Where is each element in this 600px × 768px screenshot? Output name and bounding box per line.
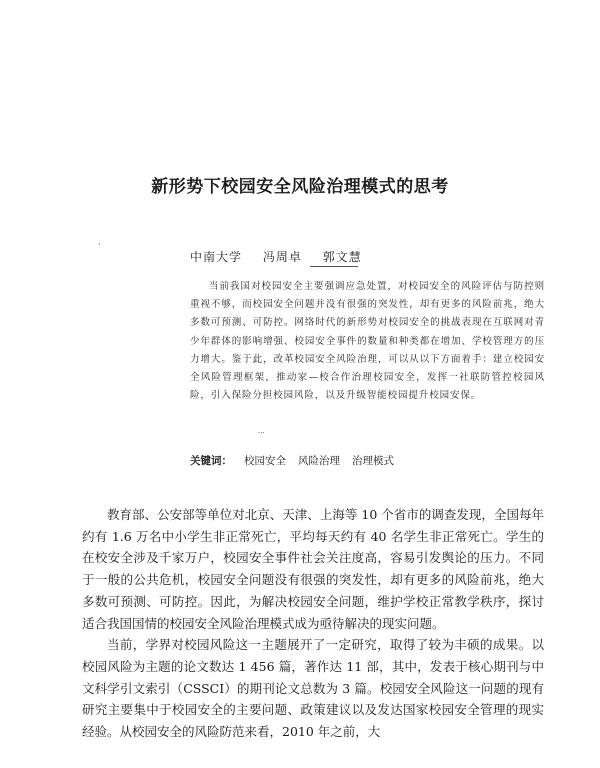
keyword: 治理模式 bbox=[352, 455, 394, 467]
author-underline bbox=[310, 266, 358, 267]
body-text bbox=[82, 504, 544, 743]
author-name: 郭文慧 bbox=[322, 250, 362, 264]
body-paragraph: 教育部、公安部等单位对北京、天津、上海等 10 个省市的调查发现，全国每年约有 1.6 万名中小学生非正常死亡，平均每天约有 40 名学生非正常死亡。学生的在校安全涉及千家万户，校园安全事件社会关注度高，容易引发舆论的压力。不同于一般的公共危机，校园安全问题没有很强的突发性，却有更多的风险前兆，绝大多数可预测、可防控。因此，为解决校园安全问题，维护学校正常教学秩序，探讨适合我国国情的校园安全风险治理模式成为亟待解决的现实问题。 bbox=[82, 507, 544, 631]
abstract-text: 当前我国对校园安全主要强调应急处置，对校园安全的风险评估与防控则重视不够，而校园安全问题并没有很强的突发性，却有更多的风险前兆，绝大多数可预测、可防控。网络时代的新形势对校园安全的挑战表现在互联网对青少年群体的影响增强、校园安全事件的数量和种类都在增加、学校管理方的压力增大。鉴于此，改革校园安全风险治理，可以从以下方面着手：建立校园安全风险管理框架，推动家—校合作治理校园安全，发挥一社联防管控校园风险，引入保险分担校园风险，以及升级智能校园提升校园安保。 bbox=[190, 281, 545, 402]
abstract bbox=[190, 278, 545, 405]
author-line bbox=[190, 248, 378, 265]
keywords bbox=[190, 453, 394, 468]
keyword: 风险治理 bbox=[298, 455, 340, 467]
margin-mark: · bbox=[98, 240, 101, 250]
paper-title: 新形势下校园安全风险治理模式的思考 bbox=[151, 177, 449, 197]
keyword: 校园安全 bbox=[244, 455, 286, 467]
abstract-tail: ... bbox=[258, 427, 265, 435]
keywords-label: 关键词： bbox=[190, 455, 232, 467]
author-affiliation: 中南大学 bbox=[190, 250, 243, 264]
body-paragraph: 当前，学界对校园风险这一主题展开了一定研究，取得了较为丰硕的成果。以校园风险为主题的论文数达 1 456 篇，著作达 11 部，其中，发表于核心期刊与中文科学引文索引（CSSCI）的期刊论文总数为 3 篇。校园安全风险这一问题的现有研究主要集中于校园安全的主要问题、政策建议以及发达国家校园安全管理的现实经验。从校园安全的风险防范来看，2010 年之前，大 bbox=[82, 637, 544, 740]
author-name: 冯周卓 bbox=[262, 250, 302, 264]
